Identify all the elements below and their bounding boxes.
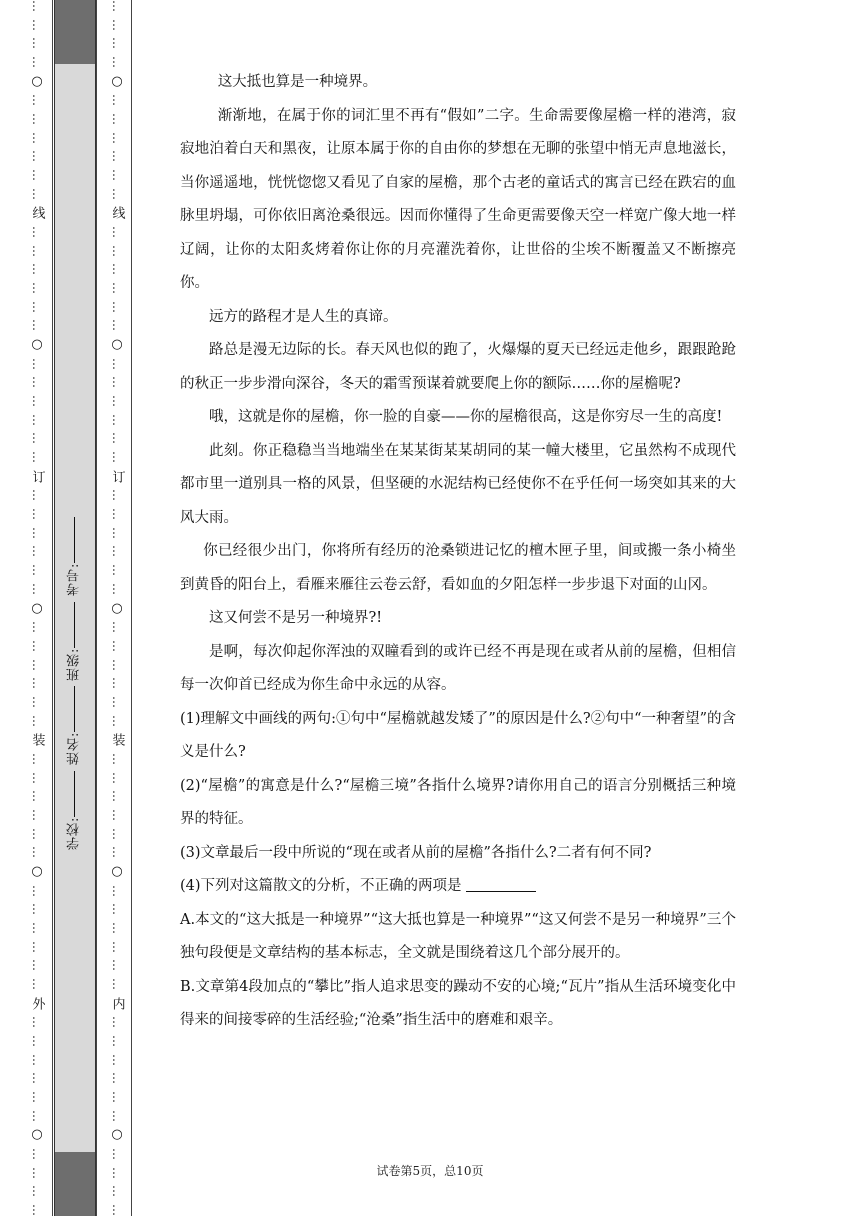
outer-dots: … <box>30 169 44 182</box>
school-label: 学校: <box>67 816 82 850</box>
inner-dots: … <box>110 846 124 859</box>
outer-word: 线 <box>29 206 45 220</box>
outer-dots: … <box>30 187 44 200</box>
question-3: (3)文章最后一段中所说的“现在或者从前的屋檐”各指什么?二者有何不同? <box>180 844 652 861</box>
outer-dots: … <box>30 1053 44 1066</box>
inner-circle: ○ <box>111 600 123 616</box>
outer-circle: ○ <box>31 863 43 879</box>
outer-word: 外 <box>29 996 45 1010</box>
outer-dots: … <box>30 1204 44 1216</box>
answer-blank[interactable] <box>466 877 536 892</box>
outer-dots: … <box>30 395 44 408</box>
outer-dots: … <box>30 940 44 953</box>
outer-dots: … <box>30 413 44 426</box>
outer-dots: … <box>30 790 44 803</box>
paragraph: 是啊，每次仰起你浑浊的双瞳看到的或许已经不再是现在或者从前的屋檐，但相信每一次仰首已经成为你生命中永远的从容。 <box>180 643 736 693</box>
question-2: (2)“屋檐”的寓意是什么?“屋檐三境”各指什么境界?请你用自己的语言分别概括三种境界的特征。 <box>180 777 736 827</box>
outer-dots: … <box>30 582 44 595</box>
outer-dots: … <box>30 846 44 859</box>
binding-margin <box>0 0 140 1216</box>
outer-dots: … <box>30 1072 44 1085</box>
outer-dots: … <box>30 695 44 708</box>
paragraph: 哦，这就是你的屋檐，你一脸的自豪——你的屋檐很高，这是你穷尽一生的高度! <box>209 409 723 425</box>
inner-dots: … <box>110 959 124 972</box>
inner-dots: … <box>110 903 124 916</box>
inner-dots: … <box>110 413 124 426</box>
outer-circle: ○ <box>31 1127 43 1143</box>
inner-dots: … <box>110 1185 124 1198</box>
inner-cut-line <box>102 0 132 1216</box>
inner-dots: … <box>110 1147 124 1160</box>
inner-circle: ○ <box>111 73 123 89</box>
outer-dots: … <box>30 489 44 502</box>
option-a: A.本文的“这大抵是一种境界”“这大抵也算是一种境界”“这又何尝不是另一种境界”三个独句段便是文章结构的基本标志，全文就是围绕着这几个部分展开的。 <box>180 911 736 961</box>
inner-dots: … <box>110 357 124 370</box>
inner-word: 线 <box>109 206 125 220</box>
outer-dots: … <box>30 113 44 126</box>
outer-dots: … <box>30 18 44 31</box>
inner-dots: … <box>110 451 124 464</box>
question-1: (1)理解文中画线的两句:①句中“屋檐就越发矮了”的原因是什么?②句中“一种奢望”的含义是什么? <box>180 710 736 760</box>
article-content <box>180 66 736 1038</box>
outer-dots: … <box>30 903 44 916</box>
inner-dots: … <box>110 1034 124 1047</box>
inner-dots: … <box>110 244 124 257</box>
inner-circle: ○ <box>111 863 123 879</box>
outer-dots: … <box>30 1166 44 1179</box>
inner-dots: … <box>110 658 124 671</box>
inner-dots: … <box>110 131 124 144</box>
inner-dots: … <box>110 18 124 31</box>
outer-dots: … <box>30 1090 44 1103</box>
outer-dots: … <box>30 357 44 370</box>
outer-dots: … <box>30 226 44 239</box>
inner-dots: … <box>110 921 124 934</box>
inner-dots: … <box>110 621 124 634</box>
outer-circle: ○ <box>31 337 43 353</box>
inner-dots: … <box>110 150 124 163</box>
inner-dots: … <box>110 1016 124 1029</box>
inner-dots: … <box>110 545 124 558</box>
inner-dots: … <box>110 582 124 595</box>
inner-dots: … <box>110 0 124 12</box>
inner-dots: … <box>110 187 124 200</box>
inner-dots: … <box>110 395 124 408</box>
outer-dots: … <box>30 300 44 313</box>
inner-dots: … <box>110 1166 124 1179</box>
outer-circle: ○ <box>31 73 43 89</box>
inner-dots: … <box>110 282 124 295</box>
inner-dots: … <box>110 376 124 389</box>
page-footer: 试卷第5页，总10页 <box>376 1164 484 1178</box>
inner-dots: … <box>110 94 124 107</box>
outer-dots: … <box>30 131 44 144</box>
outer-circle: ○ <box>31 600 43 616</box>
outer-dots: … <box>30 884 44 897</box>
outer-dots: … <box>30 827 44 840</box>
inner-dots: … <box>110 1109 124 1122</box>
outer-dots: … <box>30 56 44 69</box>
inner-word: 订 <box>109 469 125 483</box>
name-label: 姓名: <box>67 732 82 766</box>
inner-dots: … <box>110 526 124 539</box>
outer-dots: … <box>30 545 44 558</box>
outer-dots: … <box>30 526 44 539</box>
student-info-band <box>54 0 96 1216</box>
inner-dots: … <box>110 808 124 821</box>
outer-dots: … <box>30 564 44 577</box>
outer-dots: … <box>30 921 44 934</box>
outer-dots: … <box>30 639 44 652</box>
outer-dots: … <box>30 263 44 276</box>
inner-dots: … <box>110 300 124 313</box>
outer-dots: … <box>30 658 44 671</box>
option-b: B.文章第4段加点的“攀比”指人追求思变的躁动不安的心境;“瓦片”指从生活环境变化中得来的间接零碎的生活经验;“沧桑”指生活中的磨难和艰辛。 <box>180 978 736 1028</box>
outer-dots: … <box>30 1109 44 1122</box>
paragraph: 路总是漫无边际的长。春天风也似的跑了，火爆爆的夏天已经远走他乡，跟跟跄跄的秋正一步步滑向深谷，冬天的霜雪预谋着就要爬上你的额际……你的屋檐呢? <box>180 342 736 392</box>
margin-rule <box>131 0 132 1216</box>
inner-dots: … <box>110 508 124 521</box>
outer-dots: … <box>30 0 44 12</box>
inner-dots: … <box>110 319 124 332</box>
margin-rule <box>52 0 53 1216</box>
inner-dots: … <box>110 639 124 652</box>
inner-dots: … <box>110 263 124 276</box>
inner-dots: … <box>110 564 124 577</box>
question-4 <box>180 870 736 904</box>
outer-dots: … <box>30 150 44 163</box>
inner-dots: … <box>110 977 124 990</box>
outer-dots: … <box>30 771 44 784</box>
inner-dots: … <box>110 37 124 50</box>
margin-rule <box>96 0 97 1216</box>
inner-dots: … <box>110 56 124 69</box>
inner-dots: … <box>110 113 124 126</box>
exam-number-label: 考号: <box>67 563 82 597</box>
inner-dots: … <box>110 677 124 690</box>
question-4-text: (4)下列对这篇散文的分析，不正确的两项是 <box>180 878 462 894</box>
outer-dots: … <box>30 1147 44 1160</box>
outer-dots: … <box>30 37 44 50</box>
outer-dots: … <box>30 677 44 690</box>
inner-dots: … <box>110 1072 124 1085</box>
outer-dots: … <box>30 508 44 521</box>
outer-word: 装 <box>29 733 45 747</box>
outer-dots: … <box>30 244 44 257</box>
band-top-cap <box>55 0 95 64</box>
outer-word: 订 <box>29 469 45 483</box>
paragraph: 这又何尝不是另一种境界?! <box>209 610 383 626</box>
inner-dots: … <box>110 226 124 239</box>
inner-circle: ○ <box>111 337 123 353</box>
outer-cut-line <box>22 0 52 1216</box>
outer-dots: … <box>30 376 44 389</box>
outer-dots: … <box>30 808 44 821</box>
outer-dots: … <box>30 319 44 332</box>
paragraph: 此刻。你正稳稳当当地端坐在某某街某某胡同的某一幢大楼里，它虽然构不成现代都市里一道别具一格的风景，但坚硬的水泥结构已经使你不在乎任何一场突如其来的大风大雨。 <box>180 442 736 526</box>
inner-dots: … <box>110 790 124 803</box>
paragraph: 这大抵也算是一种境界。 <box>217 74 378 90</box>
inner-dots: … <box>110 169 124 182</box>
inner-dots: … <box>110 940 124 953</box>
inner-dots: … <box>110 489 124 502</box>
outer-dots: … <box>30 977 44 990</box>
outer-dots: … <box>30 94 44 107</box>
outer-dots: … <box>30 1034 44 1047</box>
paragraph: 渐渐地，在属于你的词汇里不再有“假如”二字。生命需要像屋檐一样的港湾，寂寂地泊着白天和黑夜，让原本属于你的自由你的梦想在无聊的张望中悄无声息地滋长，当你遥遥地，恍恍惚惚又看见了自家的屋檐，那个古老的童话式的寓言已经在跌宕的血脉里坍塌，可你依旧离沧桑很远。因而你懂得了生命更需要像天空一样宽广像大地一样辽阔，让你的太阳炙烤着你让你的月亮灌洗着你，让世俗的尘埃不断覆盖又不断擦亮你。 <box>180 107 736 291</box>
outer-dots: … <box>30 1016 44 1029</box>
outer-dots: … <box>30 752 44 765</box>
paragraph: 你已经很少出门，你将所有经历的沧桑锁进记忆的檀木匣子里，间或搬一条小椅坐到黄昏的阳台上，看雁来雁往云卷云舒，看如血的夕阳怎样一步步退下对面的山冈。 <box>180 543 736 593</box>
inner-dots: … <box>110 714 124 727</box>
inner-word: 装 <box>109 733 125 747</box>
class-label: 班级: <box>67 647 82 681</box>
outer-dots: … <box>30 1185 44 1198</box>
inner-dots: … <box>110 827 124 840</box>
inner-circle: ○ <box>111 1127 123 1143</box>
inner-dots: … <box>110 771 124 784</box>
outer-dots: … <box>30 432 44 445</box>
inner-dots: … <box>110 1204 124 1216</box>
outer-dots: … <box>30 451 44 464</box>
inner-dots: … <box>110 695 124 708</box>
outer-dots: … <box>30 282 44 295</box>
inner-dots: … <box>110 1090 124 1103</box>
inner-dots: … <box>110 752 124 765</box>
inner-dots: … <box>110 432 124 445</box>
outer-dots: … <box>30 621 44 634</box>
outer-dots: … <box>30 959 44 972</box>
inner-word: 内 <box>109 996 125 1010</box>
inner-dots: … <box>110 1053 124 1066</box>
inner-dots: … <box>110 884 124 897</box>
paragraph: 远方的路程才是人生的真谛。 <box>209 308 398 325</box>
outer-dots: … <box>30 714 44 727</box>
